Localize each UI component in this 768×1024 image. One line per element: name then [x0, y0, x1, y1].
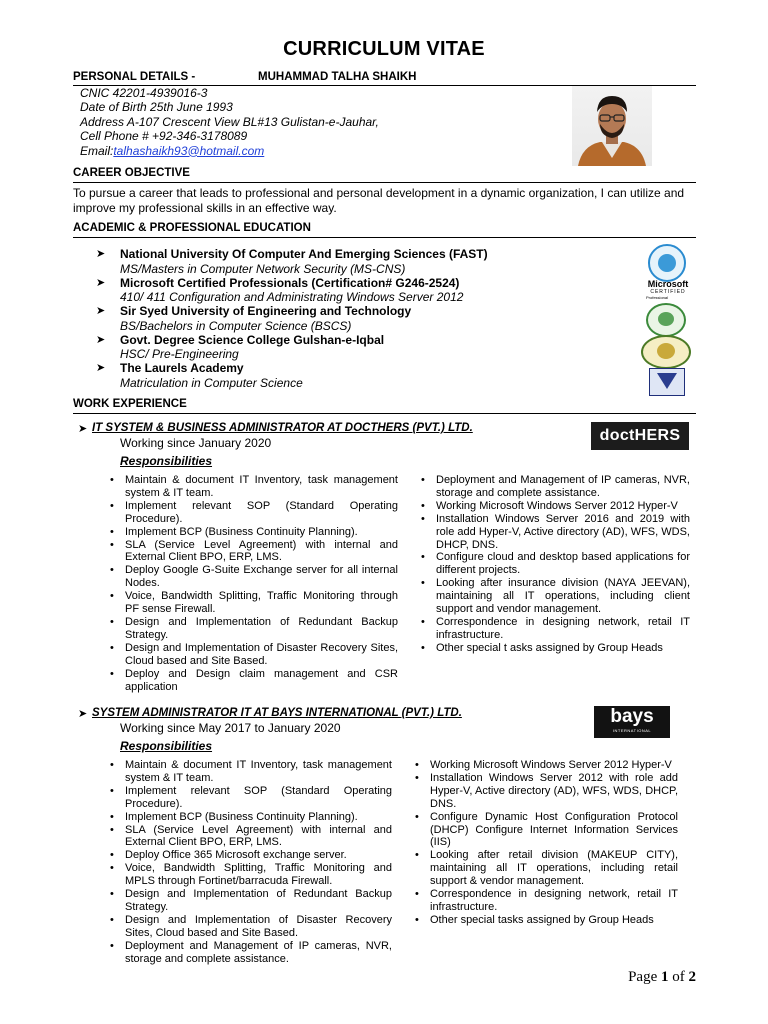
- list-item: • Deploy and Design claim management and CSR application: [107, 668, 398, 694]
- divider: [73, 237, 696, 238]
- fast-logo-emblem: [658, 254, 676, 272]
- arrow-bullet-icon: ➤: [96, 362, 106, 375]
- bays-logo: [594, 706, 670, 738]
- institution: The Laurels Academy: [120, 361, 244, 376]
- list-item: • Installation Windows Server 2016 and 2019 with role add Hyper-V, Active directory (AD), WFS, WDS, DHCP, DNS.: [418, 513, 690, 552]
- docthers-logo: doctHERS: [591, 422, 689, 450]
- list-item: • Design and Implementation of Redundant Backup Strategy.: [107, 888, 392, 914]
- page-number: [628, 969, 696, 986]
- degree: Matriculation in Computer Science: [120, 375, 303, 390]
- list-item: • Deploy Office 365 Microsoft exchange server.: [107, 849, 392, 862]
- list-item: • Installation Windows Server 2012 with role add Hyper-V, Active directory (AD), WFS, WDS, DHCP, DNS.: [412, 772, 678, 811]
- list-item: • Design and Implementation of Disaster Recovery Sites, Cloud based and Site Based.: [107, 914, 392, 940]
- list-item: • Implement relevant SOP (Standard Operating Procedure).: [107, 785, 392, 811]
- list-item: • Correspondence in designing network, retail IT infrastructure.: [418, 616, 690, 642]
- page-word: Page: [628, 969, 658, 985]
- divider: [73, 413, 696, 414]
- divider: [73, 182, 696, 183]
- fast-university-logo: [648, 244, 686, 282]
- profile-photo: [572, 86, 652, 166]
- current-page: 1: [661, 969, 669, 985]
- job-2-responsibilities-left: [107, 759, 392, 966]
- profile-photo-graphic: [572, 86, 652, 166]
- ssuet-logo-emblem: [658, 312, 674, 326]
- education-list: [96, 247, 626, 390]
- career-objective-heading: CAREER OBJECTIVE: [73, 167, 190, 179]
- list-item: • Deploy Google G-Suite Exchange server for all internal Nodes.: [107, 564, 398, 590]
- page-title: CURRICULUM VITAE: [283, 38, 485, 60]
- email-link[interactable]: talhashaikh93@hotmail.com: [113, 143, 265, 158]
- arrow-bullet-icon: ➤: [96, 333, 106, 346]
- arrow-bullet-icon: ➤: [96, 248, 106, 260]
- list-item: • Other special t asks assigned by Group Heads: [418, 642, 690, 655]
- microsoft-logo-text: Microsoft: [647, 279, 689, 289]
- of-word: of: [672, 969, 685, 985]
- list-item: • Implement BCP (Business Continuity Planning).: [107, 526, 398, 539]
- degree: MS/Masters in Computer Network Security (MS-CNS): [120, 261, 406, 276]
- govt-college-emblem: [657, 343, 675, 359]
- govt-college-logo: [641, 335, 691, 369]
- arrow-bullet-icon: ➤: [96, 276, 106, 289]
- arrow-bullet-icon: ➤: [78, 708, 88, 720]
- list-item: • Implement BCP (Business Continuity Planning).: [107, 811, 392, 824]
- list-item: • Voice, Bandwidth Splitting, Traffic Monitoring and MPLS through Fortinet/barracuda Firewall.: [107, 862, 392, 888]
- list-item: • Working Microsoft Windows Server 2012 Hyper-V: [418, 500, 690, 513]
- education-item: [96, 276, 626, 305]
- education-item: [96, 247, 626, 276]
- job-title: IT SYSTEM & BUSINESS ADMINISTRATOR AT DOCTHERS (PVT.) LTD.: [92, 422, 473, 434]
- responsibilities-label: Responsibilities: [120, 739, 213, 753]
- list-item: • Deployment and Management of IP cameras, NVR, storage and complete assistance.: [107, 940, 392, 966]
- list-item: • Voice, Bandwidth Splitting, Traffic Monitoring through PF sense Firewall.: [107, 590, 398, 616]
- laurels-academy-logo: [649, 368, 685, 396]
- phone: Cell Phone # +92-346-3178089: [80, 129, 248, 144]
- job-1-responsibilities-right: [418, 474, 690, 655]
- microsoft-certified-logo: [643, 279, 693, 303]
- laurels-logo-emblem: [657, 373, 677, 389]
- degree: HSC/ Pre-Engineering: [120, 347, 239, 362]
- bays-logo-text: bays: [610, 706, 654, 727]
- institution: Govt. Degree Science College Gulshan-e-Iqbal: [120, 332, 385, 347]
- list-item: • Maintain & document IT Inventory, task management system & IT team.: [107, 759, 392, 785]
- job-duration: Working since January 2020: [120, 436, 272, 450]
- arrow-bullet-icon: ➤: [96, 305, 106, 318]
- list-item: • Design and Implementation of Disaster Recovery Sites, Cloud based and Site Based.: [107, 642, 398, 668]
- list-item: • Deployment and Management of IP cameras, NVR, storage and complete assistance.: [418, 474, 690, 500]
- job-duration: Working since May 2017 to January 2020: [120, 721, 341, 735]
- education-heading: ACADEMIC & PROFESSIONAL EDUCATION: [73, 222, 311, 234]
- list-item: • SLA (Service Level Agreement) with internal and External Client BPO, ERP, LMS.: [107, 824, 392, 850]
- arrow-bullet-icon: ➤: [78, 423, 88, 435]
- job-1-responsibilities-left: [107, 474, 398, 693]
- responsibilities-label: Responsibilities: [120, 454, 213, 468]
- cnic: CNIC 42201-4939016-3: [80, 86, 208, 100]
- bays-logo-sub: INTERNATIONAL: [612, 728, 652, 733]
- candidate-name: MUHAMMAD TALHA SHAIKH: [258, 71, 417, 83]
- email-line: [80, 144, 379, 158]
- degree: 410/ 411 Configuration and Administrating Windows Server 2012: [120, 290, 464, 305]
- institution: Sir Syed University of Engineering and Technology: [120, 304, 412, 319]
- job-2-responsibilities-right: [412, 759, 678, 927]
- list-item: • Looking after insurance division (NAYA JEEVAN), maintaining all IT operations, including client support and vendor management.: [418, 577, 690, 616]
- work-experience-heading: WORK EXPERIENCE: [73, 398, 187, 410]
- total-pages: 2: [688, 969, 696, 985]
- personal-info-block: [80, 86, 379, 158]
- address: Address A-107 Crescent View BL#13 Gulistan-e-Jauhar,: [80, 114, 379, 129]
- list-item: • Other special tasks assigned by Group Heads: [412, 914, 678, 927]
- institution: National University Of Computer And Emerging Sciences (FAST): [120, 247, 488, 261]
- personal-details-heading: PERSONAL DETAILS -: [73, 71, 196, 83]
- date-of-birth: Date of Birth 25th June 1993: [80, 100, 233, 115]
- list-item: • Maintain & document IT Inventory, task management system & IT team.: [107, 474, 398, 500]
- institution: Microsoft Certified Professionals (Certification# G246-2524): [120, 275, 460, 290]
- list-item: • Correspondence in designing network, retail IT infrastructure.: [412, 888, 678, 914]
- education-item: [96, 361, 626, 390]
- list-item: • Configure cloud and desktop based applications for different projects.: [418, 551, 690, 577]
- list-item: • SLA (Service Level Agreement) with internal and External Client BPO, ERP, LMS.: [107, 539, 398, 565]
- list-item: • Looking after retail division (MAKEUP CITY), maintaining all IT operations, including retail support & vendor management.: [412, 849, 678, 888]
- list-item: • Design and Implementation of Redundant Backup Strategy.: [107, 616, 398, 642]
- microsoft-logo-sub: CERTIFIED: [650, 289, 686, 295]
- education-item: [96, 304, 626, 333]
- list-item: • Configure Dynamic Host Configuration Protocol (DHCP) Configure Internet Information Services (IIS): [412, 811, 678, 850]
- list-item: • Implement relevant SOP (Standard Operating Procedure).: [107, 500, 398, 526]
- education-item: [96, 333, 626, 362]
- email-label: Email:: [80, 143, 114, 158]
- ssuet-logo: [646, 303, 686, 337]
- list-item: • Working Microsoft Windows Server 2012 Hyper-V: [412, 759, 678, 772]
- job-title: SYSTEM ADMINISTRATOR IT AT BAYS INTERNATIONAL (PVT.) LTD.: [92, 707, 462, 719]
- career-objective-text: To pursue a career that leads to professional and personal development in a dynamic organization, I can utilize and improve my professional skills in an effective way.: [73, 186, 685, 215]
- degree: BS/Bachelors in Computer Science (BSCS): [120, 318, 352, 333]
- microsoft-logo-sub2: Professional: [646, 295, 669, 300]
